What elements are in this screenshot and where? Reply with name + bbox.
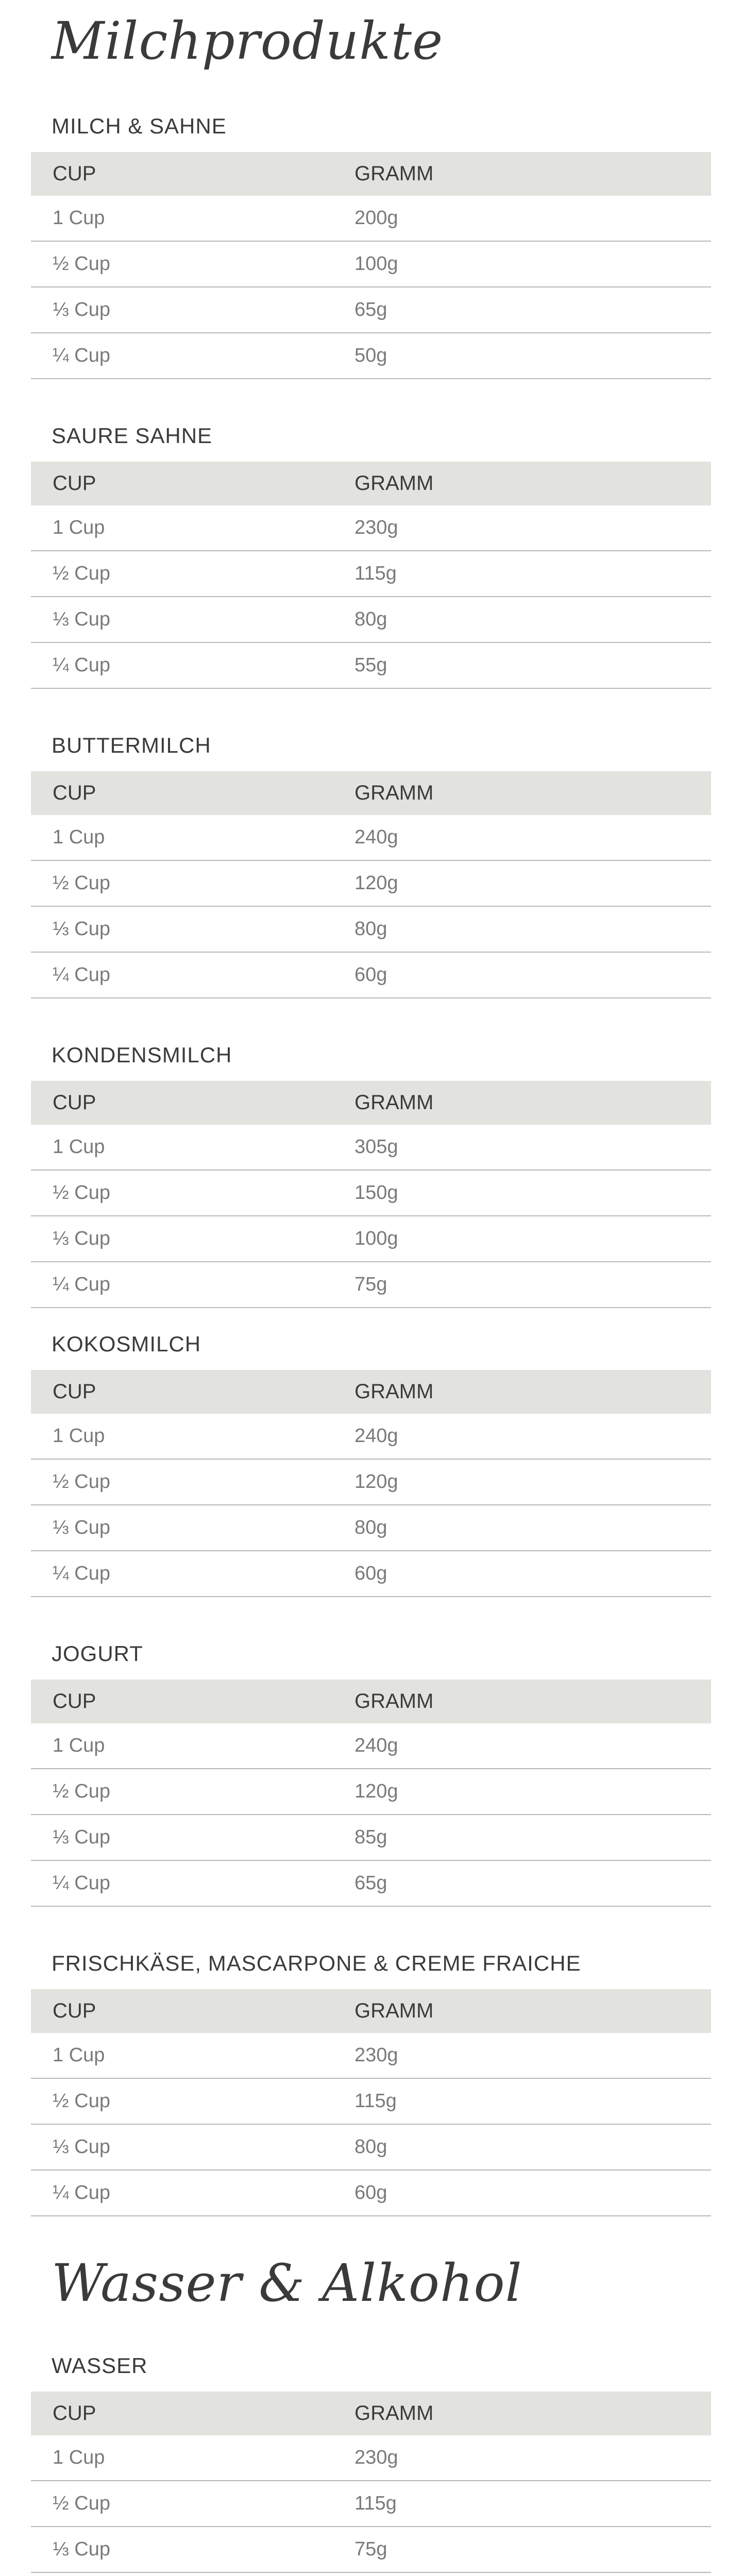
cup-cell: ⅓ Cup xyxy=(31,1815,355,1860)
table-row xyxy=(31,1769,711,1815)
cup-cell: ⅓ Cup xyxy=(31,1216,355,1262)
table-row xyxy=(31,287,711,333)
cup-cell: ½ Cup xyxy=(31,1459,355,1505)
cup-cell: 1 Cup xyxy=(31,505,355,551)
table-row xyxy=(31,1459,711,1505)
column-header-cup: CUP xyxy=(31,1081,355,1125)
gramm-cell: 305g xyxy=(355,1125,711,1170)
table-row xyxy=(31,906,711,952)
table-header-row xyxy=(31,152,711,196)
gramm-cell: 75g xyxy=(355,2527,711,2572)
cup-cell: 1 Cup xyxy=(31,1723,355,1769)
table-row xyxy=(31,597,711,642)
column-header-cup: CUP xyxy=(31,771,355,815)
gramm-cell: 60g xyxy=(355,952,711,998)
cup-cell: ¼ Cup xyxy=(31,2170,355,2216)
gramm-cell: 55g xyxy=(355,642,711,688)
gramm-cell: 60g xyxy=(355,2170,711,2216)
gramm-cell: 120g xyxy=(355,860,711,906)
gramm-cell: 80g xyxy=(355,906,711,952)
cup-cell: ⅓ Cup xyxy=(31,597,355,642)
section-title-wasser: WASSER xyxy=(52,2353,148,2378)
table-row xyxy=(31,2170,711,2216)
table-header-row xyxy=(31,1989,711,2033)
heading-milchprodukte: Milchprodukte xyxy=(52,11,444,71)
table-header-row xyxy=(31,2392,711,2435)
section-title-buttermilch: BUTTERMILCH xyxy=(52,733,211,757)
table-row xyxy=(31,1551,711,1597)
cup-cell: ½ Cup xyxy=(31,1769,355,1815)
table-row xyxy=(31,1216,711,1262)
gramm-cell: 80g xyxy=(355,2124,711,2170)
table-milch-sahne xyxy=(31,152,711,379)
cup-cell: ⅓ Cup xyxy=(31,287,355,333)
table-header-row xyxy=(31,1370,711,1414)
column-header-cup: CUP xyxy=(31,1680,355,1723)
table-row xyxy=(31,860,711,906)
table-row xyxy=(31,241,711,287)
table-row xyxy=(31,1815,711,1860)
gramm-cell: 230g xyxy=(355,2033,711,2078)
column-header-cup: CUP xyxy=(31,1370,355,1414)
cup-cell: ½ Cup xyxy=(31,2078,355,2124)
gramm-cell: 230g xyxy=(355,505,711,551)
gramm-cell: 50g xyxy=(355,333,711,379)
section-title-jogurt: JOGURT xyxy=(52,1641,143,1666)
cup-cell: ½ Cup xyxy=(31,1170,355,1216)
gramm-cell: 100g xyxy=(355,1216,711,1262)
cup-cell: ⅓ Cup xyxy=(31,1505,355,1551)
table-row xyxy=(31,2078,711,2124)
cup-cell: 1 Cup xyxy=(31,2435,355,2481)
section-title-frischkaese: FRISCHKÄSE, MASCARPONE & CREME FRAICHE xyxy=(52,1951,581,1975)
cup-cell: ⅓ Cup xyxy=(31,906,355,952)
column-header-gramm: GRAMM xyxy=(355,1370,711,1414)
table-row xyxy=(31,815,711,860)
cup-cell: 1 Cup xyxy=(31,2033,355,2078)
section-title-kondensmilch: KONDENSMILCH xyxy=(52,1043,232,1067)
column-header-gramm: GRAMM xyxy=(355,1680,711,1723)
gramm-cell xyxy=(355,2572,711,2576)
table-row xyxy=(31,2124,711,2170)
table-kondensmilch xyxy=(31,1081,711,1308)
table-row xyxy=(31,333,711,379)
column-header-cup: CUP xyxy=(31,2392,355,2435)
gramm-cell: 80g xyxy=(355,597,711,642)
table-row xyxy=(31,505,711,551)
table-row xyxy=(31,551,711,597)
table-row xyxy=(31,2572,711,2576)
table-row xyxy=(31,1170,711,1216)
gramm-cell: 80g xyxy=(355,1505,711,1551)
column-header-cup: CUP xyxy=(31,462,355,505)
cup-cell: ¼ Cup xyxy=(31,952,355,998)
cup-cell: 1 Cup xyxy=(31,1125,355,1170)
table-row xyxy=(31,1414,711,1459)
table-row xyxy=(31,196,711,241)
table-header-row xyxy=(31,1081,711,1125)
gramm-cell: 240g xyxy=(355,1414,711,1459)
cup-cell: ¼ Cup xyxy=(31,1860,355,1906)
section-title-milch-sahne: MILCH & SAHNE xyxy=(52,114,227,138)
cup-cell: ½ Cup xyxy=(31,241,355,287)
table-row xyxy=(31,1125,711,1170)
cup-cell: ½ Cup xyxy=(31,2481,355,2527)
cup-cell: 1 Cup xyxy=(31,196,355,241)
gramm-cell: 120g xyxy=(355,1459,711,1505)
gramm-cell: 100g xyxy=(355,241,711,287)
gramm-cell: 60g xyxy=(355,1551,711,1597)
column-header-gramm: GRAMM xyxy=(355,1989,711,2033)
table-row xyxy=(31,1505,711,1551)
gramm-cell: 115g xyxy=(355,2481,711,2527)
cup-cell: ¼ Cup xyxy=(31,642,355,688)
cup-cell: ⅓ Cup xyxy=(31,2124,355,2170)
table-buttermilch xyxy=(31,771,711,998)
table-saure-sahne xyxy=(31,462,711,689)
table-row xyxy=(31,2527,711,2572)
section-title-kokosmilch: KOKOSMILCH xyxy=(52,1332,201,1356)
cup-cell xyxy=(31,2572,355,2576)
table-header-row xyxy=(31,1680,711,1723)
column-header-gramm: GRAMM xyxy=(355,2392,711,2435)
cup-cell: ¼ Cup xyxy=(31,1551,355,1597)
gramm-cell: 120g xyxy=(355,1769,711,1815)
gramm-cell: 240g xyxy=(355,815,711,860)
gramm-cell: 115g xyxy=(355,551,711,597)
table-row xyxy=(31,2481,711,2527)
gramm-cell: 230g xyxy=(355,2435,711,2481)
table-row xyxy=(31,1723,711,1769)
cup-cell: ⅓ Cup xyxy=(31,2527,355,2572)
table-row xyxy=(31,642,711,688)
cup-cell: ½ Cup xyxy=(31,551,355,597)
table-row xyxy=(31,2033,711,2078)
gramm-cell: 65g xyxy=(355,287,711,333)
gramm-cell: 85g xyxy=(355,1815,711,1860)
column-header-gramm: GRAMM xyxy=(355,771,711,815)
column-header-gramm: GRAMM xyxy=(355,152,711,196)
table-jogurt xyxy=(31,1680,711,1907)
table-kokosmilch xyxy=(31,1370,711,1597)
gramm-cell: 115g xyxy=(355,2078,711,2124)
column-header-cup: CUP xyxy=(31,1989,355,2033)
table-header-row xyxy=(31,771,711,815)
table-row xyxy=(31,2435,711,2481)
column-header-gramm: GRAMM xyxy=(355,462,711,505)
cup-cell: ¼ Cup xyxy=(31,1262,355,1308)
section-title-saure-sahne: SAURE SAHNE xyxy=(52,423,213,448)
table-wasser xyxy=(31,2392,711,2576)
gramm-cell: 65g xyxy=(355,1860,711,1906)
column-header-cup: CUP xyxy=(31,152,355,196)
table-row xyxy=(31,1262,711,1308)
cup-cell: ¼ Cup xyxy=(31,333,355,379)
cup-cell: 1 Cup xyxy=(31,815,355,860)
gramm-cell: 200g xyxy=(355,196,711,241)
column-header-gramm: GRAMM xyxy=(355,1081,711,1125)
table-frischkaese xyxy=(31,1989,711,2216)
cup-cell: ½ Cup xyxy=(31,860,355,906)
table-row xyxy=(31,1860,711,1906)
gramm-cell: 240g xyxy=(355,1723,711,1769)
gramm-cell: 75g xyxy=(355,1262,711,1308)
table-row xyxy=(31,952,711,998)
heading-wasser-alkohol: Wasser & Alkohol xyxy=(52,2253,522,2313)
cup-cell: 1 Cup xyxy=(31,1414,355,1459)
gramm-cell: 150g xyxy=(355,1170,711,1216)
table-header-row xyxy=(31,462,711,505)
